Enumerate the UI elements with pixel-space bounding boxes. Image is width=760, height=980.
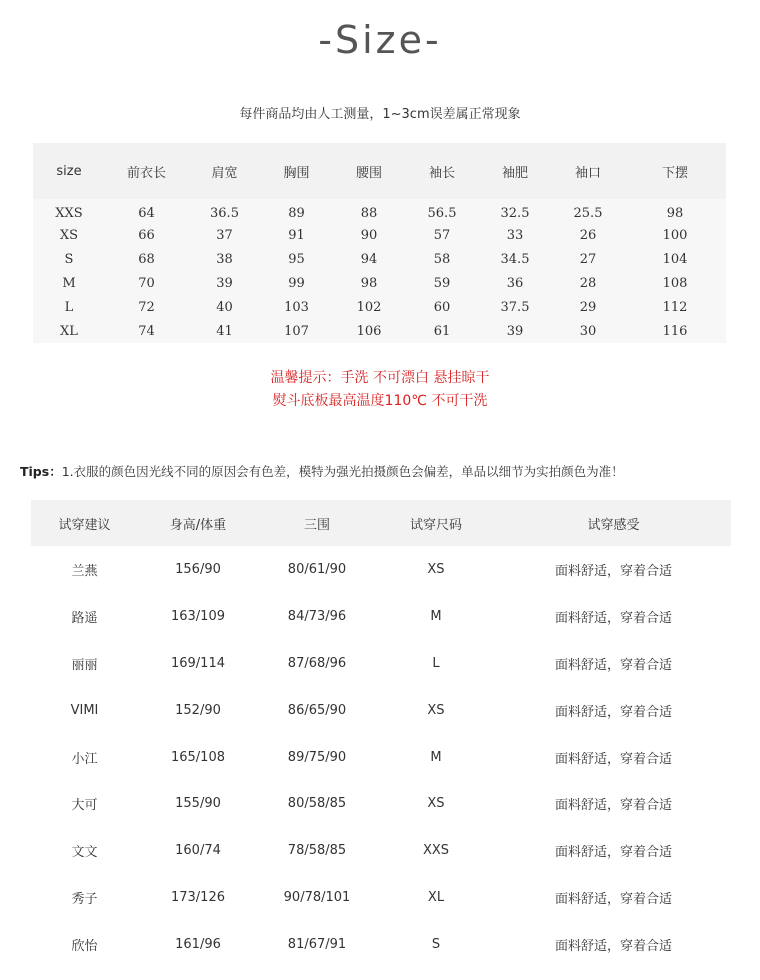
fit-table-row bbox=[31, 593, 731, 640]
fit-cell: L bbox=[432, 655, 440, 671]
size-cell: 36 bbox=[506, 275, 524, 291]
size-cell: 89 bbox=[288, 206, 305, 221]
fit-table-row bbox=[31, 780, 731, 827]
fit-table bbox=[31, 500, 731, 968]
fit-cell: 87/68/96 bbox=[287, 655, 347, 671]
fit-cell: 89/75/90 bbox=[287, 749, 347, 765]
fit-table-row bbox=[31, 874, 731, 921]
size-table-row bbox=[33, 247, 726, 271]
size-cell: S bbox=[64, 251, 74, 267]
fit-cell: XS bbox=[427, 561, 445, 577]
size-cell: 39 bbox=[216, 275, 233, 291]
size-cell: 37.5 bbox=[500, 299, 530, 315]
size-header-cell: 肩宽 bbox=[211, 165, 238, 181]
fit-cell: 面料舒适，穿着合适 bbox=[554, 892, 672, 908]
fit-cell: 90/78/101 bbox=[283, 890, 351, 906]
fit-cell: 路遥 bbox=[71, 610, 98, 626]
size-cell: 112 bbox=[662, 299, 688, 315]
size-cell: 99 bbox=[288, 275, 305, 291]
fit-cell: S bbox=[431, 937, 441, 953]
fit-header-cell: 三围 bbox=[303, 517, 330, 533]
size-cell: 30 bbox=[579, 323, 597, 339]
fit-cell: 155/90 bbox=[175, 796, 221, 812]
fit-header-cell: 试穿建议 bbox=[58, 517, 111, 533]
fit-table-row bbox=[31, 640, 731, 687]
tips-note bbox=[20, 462, 750, 480]
fit-cell: 173/126 bbox=[170, 890, 225, 906]
fit-cell: XL bbox=[427, 890, 445, 906]
care-notice-line: 熨斗底板最高温度110℃ 不可干洗 bbox=[272, 393, 488, 409]
size-table-row bbox=[33, 271, 726, 295]
size-table-row bbox=[33, 295, 726, 319]
fit-cell: 81/67/91 bbox=[287, 937, 347, 953]
size-table-row bbox=[33, 223, 726, 247]
size-header-cell: 前衣长 bbox=[126, 165, 166, 181]
size-cell: 29 bbox=[579, 299, 597, 315]
size-table bbox=[33, 143, 726, 343]
size-cell: 40 bbox=[216, 299, 233, 315]
size-cell: 34.5 bbox=[500, 251, 530, 267]
size-cell: XS bbox=[59, 227, 79, 243]
size-cell: 103 bbox=[284, 299, 309, 315]
page-title: -Size- bbox=[318, 18, 442, 62]
fit-cell: 165/108 bbox=[170, 749, 225, 765]
size-table-row bbox=[33, 319, 726, 343]
fit-cell: 面料舒适，穿着合适 bbox=[554, 704, 672, 720]
size-cell: 27 bbox=[579, 251, 597, 267]
fit-cell: XXS bbox=[422, 843, 450, 859]
size-cell: 28 bbox=[579, 275, 597, 291]
fit-cell: 80/61/90 bbox=[287, 561, 347, 577]
size-cell: 91 bbox=[288, 227, 305, 243]
size-cell: 107 bbox=[284, 323, 309, 339]
fit-cell: 80/58/85 bbox=[287, 796, 347, 812]
fit-table-row bbox=[31, 687, 731, 734]
fit-cell: M bbox=[430, 749, 442, 765]
fit-cell: 面料舒适，穿着合适 bbox=[554, 657, 672, 673]
fit-cell: 169/114 bbox=[170, 655, 225, 671]
size-header-cell: 胸围 bbox=[283, 165, 310, 181]
size-header-cell: 袖口 bbox=[574, 165, 601, 181]
size-header-cell: 腰围 bbox=[355, 165, 382, 181]
size-cell: 37 bbox=[216, 227, 233, 243]
fit-cell: 面料舒适，穿着合适 bbox=[554, 751, 672, 767]
size-cell: 66 bbox=[138, 227, 155, 243]
size-cell: 56.5 bbox=[427, 206, 457, 221]
fit-header-cell: 试穿尺码 bbox=[409, 517, 462, 533]
size-cell: 98 bbox=[666, 206, 684, 221]
size-cell: 94 bbox=[360, 251, 378, 267]
fit-cell: 163/109 bbox=[170, 608, 225, 624]
fit-table-row bbox=[31, 734, 731, 781]
size-header-cell: size bbox=[56, 163, 82, 179]
size-header-cell: 下摆 bbox=[661, 165, 688, 181]
size-cell: 25.5 bbox=[573, 206, 603, 221]
size-cell: 59 bbox=[433, 275, 451, 291]
size-cell: 64 bbox=[138, 206, 155, 221]
size-cell: 95 bbox=[288, 251, 305, 267]
fit-cell: 161/96 bbox=[175, 937, 221, 953]
fit-cell: 面料舒适，穿着合适 bbox=[554, 798, 672, 814]
size-cell: 100 bbox=[662, 227, 688, 243]
size-cell: 61 bbox=[433, 323, 451, 339]
fit-cell: 欣怡 bbox=[71, 939, 98, 955]
size-cell: 98 bbox=[360, 275, 378, 291]
fit-cell: 大可 bbox=[71, 798, 98, 814]
size-cell: 38 bbox=[216, 251, 233, 267]
size-cell: 32.5 bbox=[500, 206, 530, 221]
fit-cell: VIMI bbox=[70, 702, 99, 718]
fit-cell: 文文 bbox=[71, 845, 98, 861]
fit-cell: 84/73/96 bbox=[287, 608, 347, 624]
size-cell: XL bbox=[60, 323, 78, 339]
size-cell: M bbox=[62, 275, 76, 291]
tips-label: Tips： bbox=[20, 464, 62, 479]
measurement-note: 每件商品均由人工测量，1~3cm误差属正常现象 bbox=[239, 107, 521, 122]
fit-cell: 86/65/90 bbox=[287, 702, 347, 718]
size-header-cell: 袖长 bbox=[428, 165, 455, 181]
fit-cell: 78/58/85 bbox=[287, 843, 347, 859]
size-cell: 116 bbox=[662, 323, 688, 339]
fit-cell: 面料舒适，穿着合适 bbox=[554, 845, 672, 861]
fit-cell: XS bbox=[427, 796, 445, 812]
fit-cell: M bbox=[430, 608, 442, 624]
size-cell: 41 bbox=[216, 323, 233, 339]
fit-table-row bbox=[31, 827, 731, 874]
size-cell: 36.5 bbox=[210, 206, 239, 221]
size-cell: 70 bbox=[138, 275, 155, 291]
size-cell: 72 bbox=[138, 299, 155, 315]
fit-cell: 小江 bbox=[71, 751, 98, 767]
fit-table-row bbox=[31, 546, 731, 593]
size-cell: XXS bbox=[55, 206, 83, 221]
fit-cell: 秀子 bbox=[71, 892, 98, 908]
fit-cell: 兰燕 bbox=[71, 563, 98, 579]
size-cell: 88 bbox=[360, 206, 378, 221]
size-cell: 60 bbox=[433, 299, 451, 315]
size-cell: 74 bbox=[138, 323, 155, 339]
size-cell: 26 bbox=[579, 227, 597, 243]
fit-cell: 丽丽 bbox=[71, 657, 98, 673]
fit-cell: 160/74 bbox=[175, 843, 221, 859]
fit-cell: 面料舒适，穿着合适 bbox=[554, 563, 672, 579]
size-table-header-row bbox=[33, 143, 726, 199]
fit-table-header-row bbox=[31, 500, 731, 546]
fit-cell: 152/90 bbox=[175, 702, 221, 718]
care-notice bbox=[0, 367, 760, 413]
size-cell: L bbox=[64, 299, 74, 315]
size-cell: 102 bbox=[356, 299, 382, 315]
size-cell: 108 bbox=[662, 275, 688, 291]
size-cell: 68 bbox=[138, 251, 155, 267]
size-cell: 90 bbox=[360, 227, 378, 243]
size-cell: 104 bbox=[662, 251, 688, 267]
fit-header-cell: 身高/体重 bbox=[169, 517, 227, 533]
size-header-cell: 袖肥 bbox=[501, 165, 528, 181]
fit-cell: 面料舒适，穿着合适 bbox=[554, 939, 672, 955]
size-cell: 33 bbox=[506, 227, 524, 243]
size-cell: 106 bbox=[356, 323, 382, 339]
size-cell: 58 bbox=[433, 251, 451, 267]
fit-cell: 面料舒适，穿着合适 bbox=[554, 610, 672, 626]
fit-cell: XS bbox=[427, 702, 445, 718]
size-table-row bbox=[33, 199, 726, 223]
fit-cell: 156/90 bbox=[175, 561, 221, 577]
size-cell: 57 bbox=[433, 227, 451, 243]
size-cell: 39 bbox=[506, 323, 524, 339]
fit-table-row bbox=[31, 921, 731, 968]
care-notice-line: 温馨提示：手洗 不可漂白 悬挂晾干 bbox=[270, 370, 490, 386]
tips-text: 1.衣服的颜色因光线不同的原因会有色差，模特为强光拍摄颜色会偏差，单品以细节为实拍颜色为准！ bbox=[61, 464, 624, 479]
fit-header-cell: 试穿感受 bbox=[587, 517, 640, 533]
